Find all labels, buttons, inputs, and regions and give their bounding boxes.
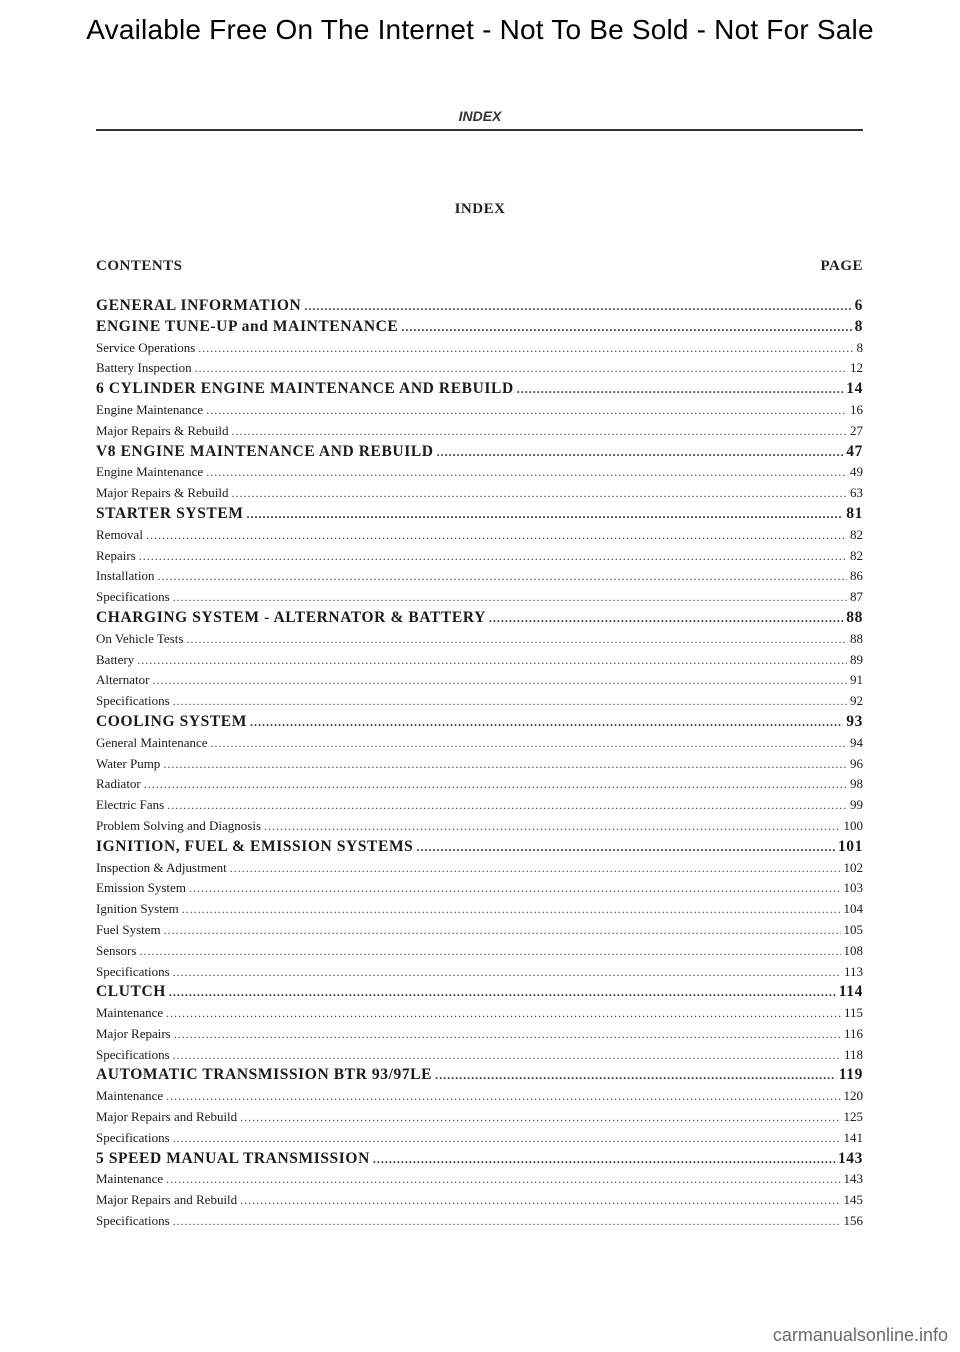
dot-leader: [186, 629, 847, 650]
toc-subentry: [96, 920, 863, 941]
dot-leader: [173, 962, 841, 983]
toc-subentry: [96, 795, 863, 816]
toc-subentry: [96, 546, 863, 567]
toc-entry-page: 27: [850, 422, 863, 438]
toc-entry-page: 141: [843, 1129, 863, 1145]
dot-leader: [304, 296, 851, 317]
toc-entry-title: Major Repairs: [96, 1025, 171, 1041]
toc-subentry: [96, 1128, 863, 1149]
toc-entry-title: 6 CYLINDER ENGINE MAINTENANCE AND REBUILD: [96, 380, 514, 398]
toc-subentry: [96, 566, 863, 587]
toc-entry-title: Battery: [96, 651, 135, 667]
toc-entry-title: Specifications: [96, 589, 170, 605]
toc-subentry: [96, 462, 863, 483]
toc-entry-page: 47: [846, 442, 863, 460]
toc-entry-title: ENGINE TUNE-UP and MAINTENANCE: [96, 317, 399, 335]
toc-entry-page: 143: [843, 1171, 863, 1187]
toc-subentry: [96, 899, 863, 920]
dot-leader: [174, 1024, 841, 1045]
toc-entry-title: Sensors: [96, 942, 137, 958]
toc-entry-page: 88: [846, 608, 863, 626]
dot-leader: [173, 1045, 841, 1066]
dot-leader: [211, 733, 847, 754]
toc-section-entry: [96, 296, 863, 317]
dot-leader: [373, 1149, 835, 1170]
toc-section-entry: [96, 442, 863, 463]
dot-leader: [230, 858, 841, 879]
toc-entry-title: AUTOMATIC TRANSMISSION BTR 93/97LE: [96, 1066, 433, 1084]
toc-entry-page: 120: [843, 1088, 863, 1104]
toc-entry-title: Engine Maintenance: [96, 464, 204, 480]
dot-leader: [144, 774, 847, 795]
toc-section-entry: [96, 1065, 863, 1086]
toc-entry-page: 104: [843, 901, 863, 917]
toc-section-entry: [96, 1149, 863, 1170]
page-title: INDEX: [454, 201, 506, 217]
dot-leader: [240, 1190, 840, 1211]
toc-entry-page: 96: [850, 755, 863, 771]
toc-entry-page: 125: [843, 1109, 863, 1125]
toc-entry-page: 91: [850, 672, 863, 688]
toc-entry-title: Electric Fans: [96, 797, 165, 813]
dot-leader: [158, 566, 848, 587]
toc-subentry: [96, 587, 863, 608]
dot-leader: [401, 317, 851, 338]
toc-entry-page: 88: [850, 630, 863, 646]
dot-leader: [166, 1169, 840, 1190]
toc-section-entry: [96, 982, 863, 1003]
toc-section-entry: [96, 317, 863, 338]
toc-entry-page: 82: [850, 526, 863, 542]
toc-entry-title: CLUTCH: [96, 983, 166, 1001]
dot-leader: [166, 1003, 841, 1024]
toc-entry-title: Repairs: [96, 547, 136, 563]
toc-section-entry: [96, 504, 863, 525]
toc-subentry: [96, 962, 863, 983]
toc-entry-page: 108: [843, 942, 863, 958]
dot-leader: [264, 816, 840, 837]
toc-subentry: [96, 1107, 863, 1128]
toc-entry-page: 94: [850, 734, 863, 750]
dot-leader: [173, 1211, 841, 1232]
toc-subentry: [96, 1024, 863, 1045]
toc-entry-title: Engine Maintenance: [96, 401, 204, 417]
dot-leader: [195, 358, 847, 379]
toc-entry-title: Problem Solving and Diagnosis: [96, 817, 262, 833]
dot-leader: [416, 837, 835, 858]
toc-entry-title: Alternator: [96, 672, 150, 688]
toc-subentry: [96, 1190, 863, 1211]
toc-entry-page: 82: [850, 547, 863, 563]
toc-entry-title: Service Operations: [96, 339, 196, 355]
toc-entry-page: 156: [843, 1213, 863, 1229]
dot-leader: [173, 587, 847, 608]
toc-subentry: [96, 1211, 863, 1232]
table-of-contents: [96, 296, 863, 1232]
toc-entry-title: Water Pump: [96, 755, 161, 771]
toc-subentry: [96, 733, 863, 754]
toc-entry-title: GENERAL INFORMATION: [96, 297, 302, 314]
toc-entry-title: STARTER SYSTEM: [96, 504, 244, 522]
toc-subentry: [96, 941, 863, 962]
dot-leader: [232, 421, 847, 442]
toc-entry-page: 145: [843, 1192, 863, 1208]
toc-entry-page: 103: [843, 880, 863, 896]
toc-subentry: [96, 1169, 863, 1190]
toc-subentry: [96, 400, 863, 421]
toc-entry-page: 118: [843, 1046, 863, 1062]
toc-entry-title: Major Repairs and Rebuild: [96, 1109, 238, 1125]
dot-leader: [152, 670, 847, 691]
toc-subentry: [96, 754, 863, 775]
toc-entry-title: Removal: [96, 526, 143, 542]
toc-subentry: [96, 1086, 863, 1107]
toc-entry-title: Radiator: [96, 776, 141, 792]
toc-entry-page: 81: [846, 504, 863, 522]
toc-entry-title: General Maintenance: [96, 734, 208, 750]
toc-entry-page: 100: [843, 817, 863, 833]
toc-subentry: [96, 816, 863, 837]
dot-leader: [137, 650, 847, 671]
toc-entry-page: 63: [850, 485, 863, 501]
dot-leader: [240, 1107, 840, 1128]
toc-entry-title: Specifications: [96, 1213, 170, 1229]
toc-entry-page: 93: [846, 712, 863, 730]
dot-leader: [146, 525, 847, 546]
toc-subentry: [96, 629, 863, 650]
toc-entry-title: CHARGING SYSTEM - ALTERNATOR & BATTERY: [96, 608, 486, 626]
site-watermark: carmanualsonline.info: [772, 1325, 948, 1345]
toc-entry-title: Fuel System: [96, 921, 161, 937]
toc-entry-title: Maintenance: [96, 1005, 164, 1021]
dot-leader: [206, 462, 847, 483]
toc-entry-title: Installation: [96, 568, 155, 584]
toc-entry-page: 113: [843, 963, 863, 979]
toc-entry-page: 12: [850, 360, 863, 376]
toc-entry-page: 119: [838, 1066, 863, 1084]
toc-subentry: [96, 1003, 863, 1024]
toc-entry-title: On Vehicle Tests: [96, 630, 184, 646]
toc-entry-title: Specifications: [96, 1129, 170, 1145]
dot-leader: [139, 941, 840, 962]
toc-entry-title: Inspection & Adjustment: [96, 859, 227, 875]
toc-entry-title: Major Repairs and Rebuild: [96, 1192, 238, 1208]
toc-subentry: [96, 858, 863, 879]
toc-entry-title: Maintenance: [96, 1171, 164, 1187]
toc-subentry: [96, 670, 863, 691]
toc-subentry: [96, 525, 863, 546]
column-headers: [96, 258, 863, 275]
dot-leader: [163, 754, 847, 775]
header-rule: [96, 129, 863, 131]
toc-section-entry: [96, 608, 863, 629]
dot-leader: [517, 379, 844, 400]
dot-leader: [167, 795, 847, 816]
toc-entry-page: 89: [850, 651, 863, 667]
toc-entry-title: Emission System: [96, 880, 186, 896]
dot-leader: [250, 712, 843, 733]
toc-subentry: [96, 338, 863, 359]
toc-entry-page: 99: [850, 797, 863, 813]
contents-column-header: CONTENTS: [96, 258, 183, 274]
toc-subentry: [96, 483, 863, 504]
toc-entry-title: Maintenance: [96, 1088, 164, 1104]
dot-leader: [247, 504, 844, 525]
dot-leader: [173, 1128, 841, 1149]
toc-entry-title: Specifications: [96, 693, 170, 709]
toc-subentry: [96, 878, 863, 899]
dot-leader: [206, 400, 847, 421]
toc-section-entry: [96, 712, 863, 733]
toc-entry-page: 86: [850, 568, 863, 584]
toc-entry-page: 98: [850, 776, 863, 792]
toc-entry-page: 87: [850, 589, 863, 605]
toc-entry-page: 92: [850, 693, 863, 709]
toc-entry-title: Ignition System: [96, 901, 179, 917]
toc-entry-page: 102: [843, 859, 863, 875]
toc-entry-title: Specifications: [96, 963, 170, 979]
running-header: INDEX: [458, 108, 502, 124]
toc-entry-title: V8 ENGINE MAINTENANCE AND REBUILD: [96, 442, 434, 460]
toc-section-entry: [96, 379, 863, 400]
dot-leader: [139, 546, 847, 567]
toc-subentry: [96, 1045, 863, 1066]
toc-entry-page: 114: [838, 983, 863, 1001]
toc-entry-page: 115: [843, 1005, 863, 1021]
toc-subentry: [96, 358, 863, 379]
dot-leader: [189, 878, 841, 899]
toc-entry-title: Major Repairs & Rebuild: [96, 485, 229, 501]
toc-subentry: [96, 691, 863, 712]
dot-leader: [166, 1086, 840, 1107]
toc-entry-page: 8: [854, 317, 863, 335]
dot-leader: [435, 1065, 836, 1086]
watermark-banner: Available Free On The Internet - Not To Be Sold - Not For Sale: [86, 14, 874, 45]
dot-leader: [182, 899, 841, 920]
toc-entry-page: 143: [837, 1149, 863, 1167]
toc-entry-page: 14: [846, 380, 863, 398]
toc-entry-title: 5 SPEED MANUAL TRANSMISSION: [96, 1149, 370, 1167]
toc-entry-title: Battery Inspection: [96, 360, 192, 376]
toc-entry-page: 16: [850, 401, 863, 417]
toc-entry-title: Specifications: [96, 1046, 170, 1062]
toc-subentry: [96, 650, 863, 671]
toc-subentry: [96, 421, 863, 442]
dot-leader: [164, 920, 841, 941]
toc-entry-title: IGNITION, FUEL & EMISSION SYSTEMS: [96, 837, 414, 855]
dot-leader: [198, 338, 853, 359]
toc-entry-page: 116: [843, 1025, 863, 1041]
dot-leader: [437, 442, 844, 463]
toc-entry-title: COOLING SYSTEM: [96, 712, 247, 730]
page-column-header: PAGE: [820, 258, 863, 274]
toc-entry-page: 105: [843, 921, 863, 937]
dot-leader: [169, 982, 836, 1003]
toc-entry-page: 8: [856, 339, 863, 355]
toc-section-entry: [96, 837, 863, 858]
toc-entry-page: 6: [854, 297, 863, 314]
toc-subentry: [96, 774, 863, 795]
toc-entry-title: Major Repairs & Rebuild: [96, 422, 229, 438]
dot-leader: [173, 691, 847, 712]
toc-entry-page: 49: [850, 464, 863, 480]
dot-leader: [232, 483, 847, 504]
dot-leader: [489, 608, 843, 629]
toc-entry-page: 101: [837, 837, 863, 855]
